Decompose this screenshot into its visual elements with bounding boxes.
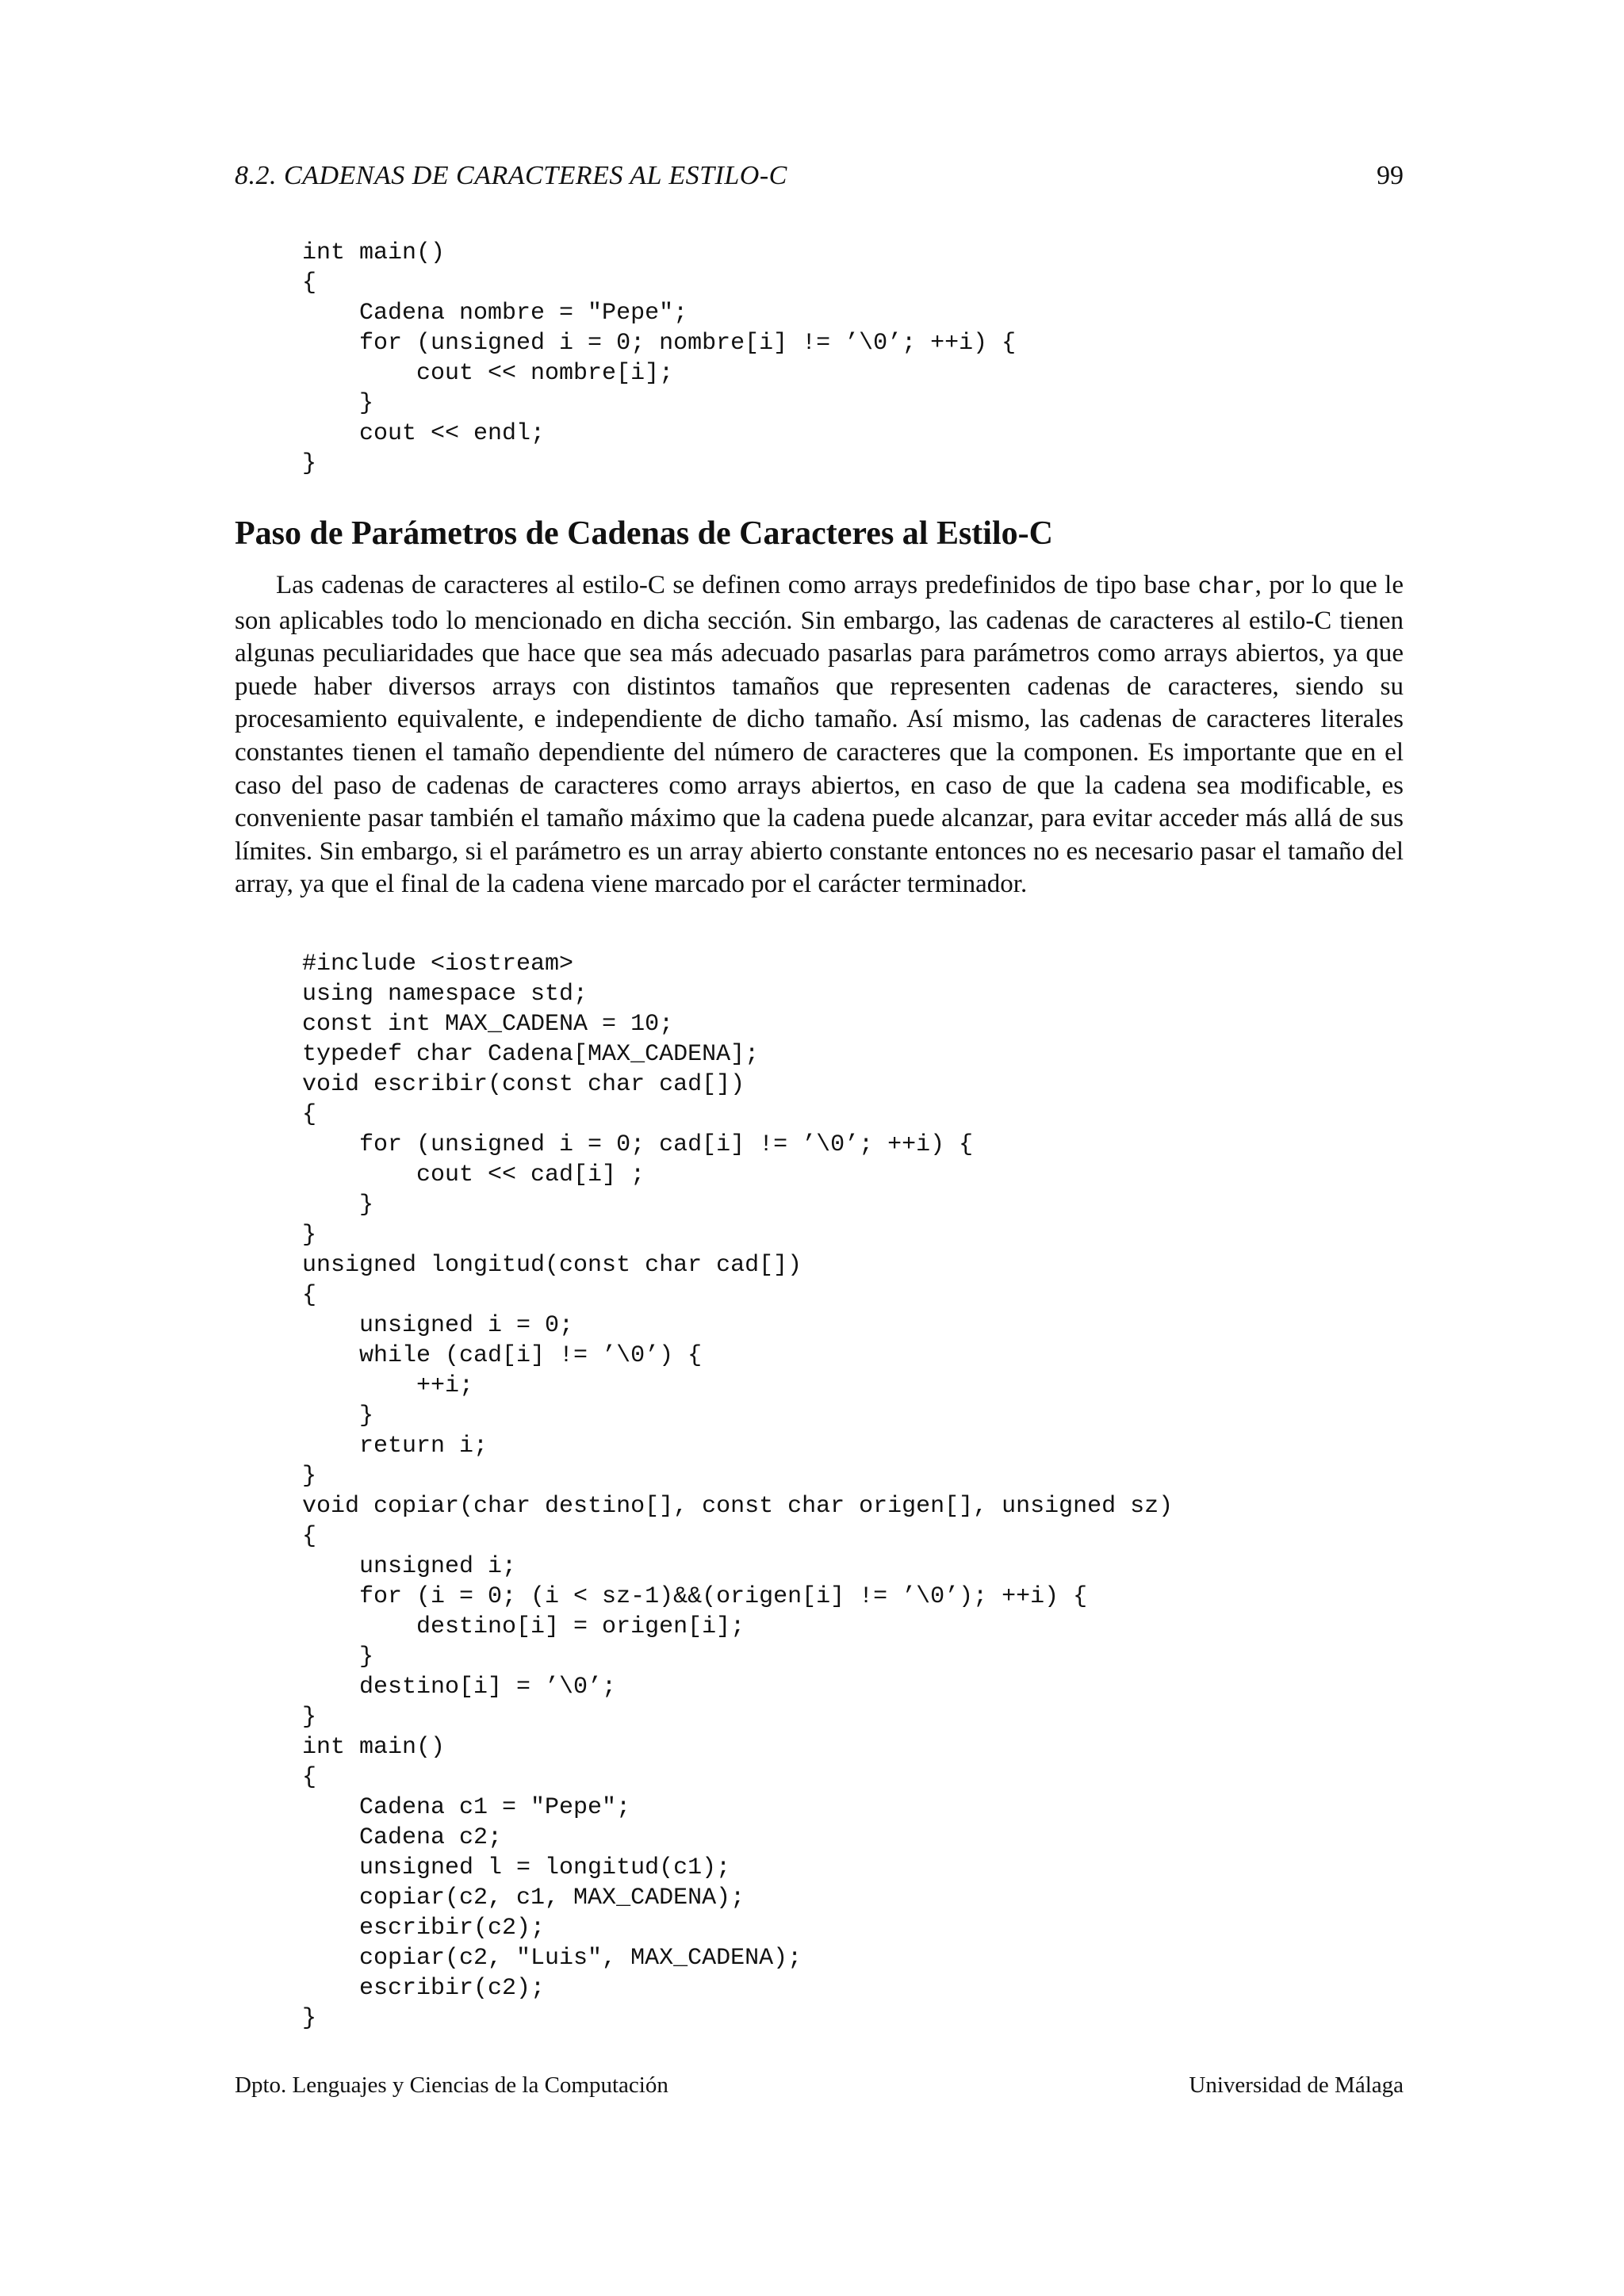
page-number: 99 xyxy=(1377,161,1404,190)
page-footer xyxy=(235,2069,1404,2101)
running-header xyxy=(235,159,1404,193)
paragraph-text-start: Las cadenas de caracteres al estilo-C se definen como arrays predefinidos de tipo base xyxy=(276,571,1198,599)
inline-code-char: char xyxy=(1197,574,1255,601)
code-block-main-example: int main() { Cadena nombre = "Pepe"; for (unsigned i = 0; nombre[i] != ’\0’; ++i) { cout << nombre[i]; } cout << endl; } xyxy=(302,239,1017,477)
header-section-title: 8.2. CADENAS DE CARACTERES AL ESTILO-C xyxy=(235,161,787,190)
code-block-string-functions: #include <iostream> using namespace std; const int MAX_CADENA = 10; typedef char Cadena[MAX_CADENA]; void escribir(const char cad[]) { for (unsigned i = 0; cad[i] != ’\0’; ++i) { cout << cad[i] ; } } unsigned longitud(const char cad[]) { unsigned i = 0; while (cad[i] != ’\0’) { ++i; } return i; } void copiar(char destino[], const char origen[], unsigned sz) { unsigned i; for (i = 0; (i < sz-1)&&(origen[i] != ’\0’); ++i) { destino[i] = origen[i]; } destino[i] = ’\0’; } int main() { Cadena c1 = "Pepe"; Cadena c2; unsigned l = longitud(c1); copiar(c2, c1, MAX_CADENA); escribir(c2); copiar(c2, "Luis", MAX_CADENA); escribir(c2); } xyxy=(302,951,1174,2032)
footer-department: Dpto. Lenguajes y Ciencias de la Computación xyxy=(235,2072,668,2098)
section-heading: Paso de Parámetros de Cadenas de Caracteres al Estilo-C xyxy=(235,515,1053,552)
footer-university: Universidad de Málaga xyxy=(1189,2072,1404,2098)
paragraph-text-rest: , por lo que le son aplicables todo lo mencionado en dicha sección. Sin embargo, las cadenas de caracteres al estilo-C tienen algunas peculiaridades que hace que sea más adecuado pasarlas para parámetros como arrays abiertos, ya que puede haber diversos arrays con distintos tamaños que representen cadenas de caracteres, siendo su procesamiento equivalente, e independiente de dicho tamaño. Así mismo, las cadenas de caracteres literales constantes tienen el tamaño dependiente del número de caracteres que la componen. Es importante que en el caso del paso de cadenas de caracteres como arrays abiertos, en caso de que la cadena sea modificable, es conveniente pasar también el tamaño máximo que la cadena puede alcanzar, para evitar acceder más allá de sus límites. Sin embargo, si el parámetro es un array abierto constante entonces no es necesario pasar el tamaño del array, ya que el final de la cadena viene marcado por el carácter terminador. xyxy=(235,571,1404,899)
body-paragraph xyxy=(235,569,1404,901)
